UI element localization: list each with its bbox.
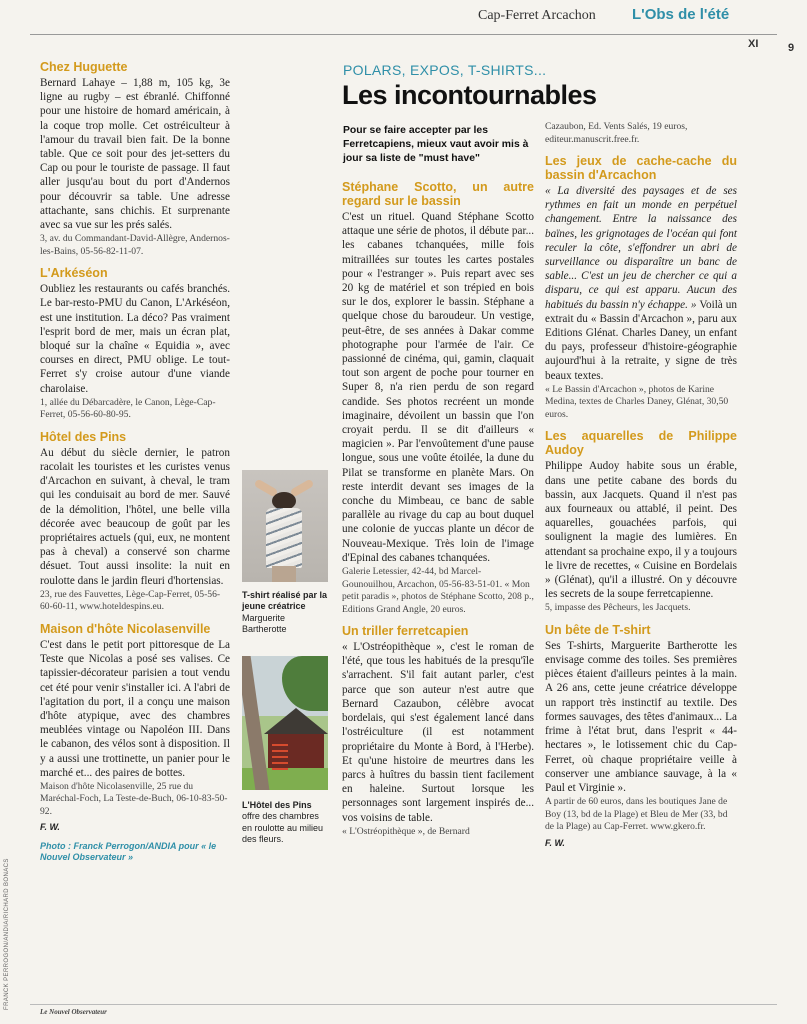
section-title: Cap-Ferret Arcachon <box>478 8 596 23</box>
section-stephane-scotto <box>342 180 534 616</box>
section-cache-cache <box>545 154 737 421</box>
section-quote: « La diversité des paysages et de ses rythmes en fait un monde en perpétuel changement. Entre la naissance des baïnes, les grignotages de l'océan qui font reculer la côte, s'effondrer un abri de surveillance ou disparaître un banc de sable... C'est un jeu de chercher ce qui a disparu, ce qui est apparu. Aucun des habitués du bassin n'y échappe. » <box>545 185 737 311</box>
section-heading: Un bête de T-shirt <box>545 622 651 637</box>
column-middle <box>342 180 534 846</box>
section-body: « L'Ostréopithèque », c'est le roman de l'été, que tous les habitués de la presqu'île s'arrachent. S'il fait autant parler, c'est parce que son auteur n'est autre que Bernard Cazaubon, célèbre avocat bordelais, qui s'est également lancé dans l'ostréiculture (il est notamment propriétaire du Monte à Bord, à l'Herbe). Et qu'une histoire de meurtres dans les parcs à huîtres du bassin tient facilement en haleine. Surtout lorsque les personnages sont largement inspirés de... vos voisins de table. <box>342 641 534 824</box>
photo-credit: Photo : Franck Perrogon/ANDIA pour « le Nouvel Observateur » <box>40 840 217 862</box>
folio-number: XI <box>748 38 759 50</box>
section-arkeseon <box>40 266 230 422</box>
section-address: 5, impasse des Pêcheurs, les Jacquets. <box>545 602 691 614</box>
section-body <box>545 184 737 383</box>
section-address: 1, allée du Débarcadère, le Canon, Lège-Cap-Ferret, 05-56-60-80-95. <box>40 396 216 421</box>
article-title: Les incontournables <box>342 80 597 110</box>
caption-bold: T-shirt réalisé par la jeune créatrice <box>242 590 328 612</box>
author-signature: F. W. <box>545 837 565 848</box>
section-body: Bernard Lahaye – 1,88 m, 105 kg, 3e ligne au rugby – est ébranlé. Chiffonné pour une histoire de homard américain, à la coque trop molle. Cet ostréiculteur à l'amour du travail bien fait. De la bonne table. Que ce soit pour des jet-setters du Cap ou pour le touriste de passage. Il faut aller jusqu'au bout du port d'Andernos pour découvrir sa table. Une adresse attachante, sans chichis. Et surprenante avec sa vue sur les prés salés. <box>40 77 230 232</box>
author-signature: F. W. <box>40 822 60 833</box>
publication-footer: Le Nouvel Observateur <box>40 1008 107 1016</box>
caption-bold: L'Hôtel des Pins <box>242 800 312 810</box>
section-address: « Le Bassin d'Arcachon », photos de Karine Medina, textes de Charles Daney, Glénat, 30,50 euros. <box>545 383 729 420</box>
section-heading: Hôtel des Pins <box>40 429 127 444</box>
section-body: Oubliez les restaurants ou cafés branchés. Le bar-resto-PMU du Canon, L'Arkéséon, est une institution. La déco? Pas vraiment l'esprit bord de mer, mais un écran plat, bloqué sur la chaîne « Equidia », avec courses en direct, PMU oblige. Le tout-Ferret s'y croise autour d'une viande charolaise. <box>40 283 230 395</box>
section-heading: Stéphane Scotto, un autre regard sur le bassin <box>342 180 534 208</box>
section-address: Maison d'hôte Nicolasenville, 25 rue du Maréchal-Foch, La Teste-de-Buch, 06-10-83-50-92. <box>40 780 228 817</box>
page-number: 9 <box>788 42 795 54</box>
section-address: 23, rue des Fauvettes, Lège-Cap-Ferret, 05-56-60-60-11, www.hoteldespins.eu. <box>40 588 221 613</box>
section-heading: Chez Huguette <box>40 60 128 74</box>
section-address: « L'Ostréopithèque », de Bernard <box>342 825 470 837</box>
section-body: C'est un rituel. Quand Stéphane Scotto attaque une série de photos, il débute par... les cabanes tchanquées, mille fois mitraillées sur toutes les cartes postales pour « l'estranger ». Puis repart avec ses 20 kg de matériel et son trépied en bois sur le dos, explorer le bassin. Stéphane a quelque chose du baroudeur. Un vestige, peut-être, de ses années à Dakar comme photographe pour l'armée de l'air. Ce passionné de cinéma, qui, gamin, claquait tout son argent de poche pour tourner en Super 8, n'a rien perdu de son regard candide. Ses photos recréent un monde imaginaire, dévoilent un bassin que l'on croyait perdu. Il se dit d'ailleurs « magicien ». Par l'envoûtement d'une pause longue, sous une voûte étoilée, la dune du Pilat se transforme en planète Mars. On reste interdit devant ses images de la conche du Mimbeau, ce banc de sable parallèle au rivage du cap au bout duquel une colonie de yuccas plante un décor de Nouveau-Mexique. Très loin de l'image d'Epinal des cabanes tchanquées. <box>342 211 534 564</box>
article-kicker: POLARS, EXPOS, T-SHIRTS... <box>343 62 547 78</box>
section-heading: L'Arkéséon <box>40 266 108 281</box>
section-hotel-des-pins <box>40 430 230 614</box>
brand-logo: L'Obs de l'été <box>632 6 730 23</box>
caption-text: Marguerite Bartherotte <box>242 612 287 634</box>
section-tshirt <box>545 623 737 850</box>
tshirt-photo-caption <box>242 590 330 635</box>
hotel-photo <box>242 656 328 790</box>
section-body: Au début du siècle dernier, le patron racolait les touristes et les curistes venus d'Arcachon en suivant, à cheval, le tram qui les conduisait au bord de mer. Sauvé de la démolition, l'hôtel, une belle villa décorée avec beaucoup de goût par les propriétaires actuels (qui, eux, ne montent pas à cheval) a conservé son charme désuet. Tout aussi insolite: la nuit en roulotte dans le jardin fleuri d'hortensias. <box>40 446 230 587</box>
section-heading: Les aquarelles de Philippe Audoy <box>545 429 737 458</box>
caption-text: offre des chambres en roulotte au milieu des fleurs. <box>242 811 324 844</box>
section-body-text: Voilà un extrait du « Bassin d'Arcachon », paru aux Editions Glénat. Charles Daney, un enfant du pays, professeur d'histoire-géographie aujourd'hui à la retraite, y signe de très beaux textes. <box>545 298 737 382</box>
article-lede: Pour se faire accepter par les Ferretcapiens, mieux vaut avoir mis à jour sa liste de "must have" <box>343 125 529 164</box>
section-triller <box>342 624 534 838</box>
section-heading: Un triller ferretcapien <box>342 624 469 639</box>
tshirt-photo <box>242 470 328 582</box>
column-left <box>40 60 230 871</box>
section-body: Philippe Audoy habite sous un érable, dans une petite cabane des bords du bassin, aux Jacquets. Quand il n'est pas aux fourneaux ou attablé, il peint. Des aquarelles, gouachées parfois, qui soulignent la magie des lumières. En attendant sa prochaine expo, il y a toujours le livre de recettes, « Cuisine en Bordelais » (Glénat), qu'il a illustré. On y découvre les secrets de la soupe ferretcapienne. <box>545 460 737 601</box>
continued-address: Cazaubon, Ed. Vents Salés, 19 euros, editeur.manuscrit.free.fr. <box>545 121 688 145</box>
section-address: A partir de 60 euros, dans les boutiques Jane de Boy (13, bd de la Plage) et Bleu de Mer (33, bd de la Plage) au Cap-Ferret. www.gkero.fr. <box>545 796 728 833</box>
section-aquarelles <box>545 429 737 615</box>
column-right <box>545 120 737 858</box>
header-rule <box>30 34 777 35</box>
side-photo-credit: FRANCK PERROGON/ANDIA/RICHARD BONACS <box>4 858 10 1010</box>
section-body: C'est dans le petit port pittoresque de La Teste que Nicolas a posé ses valises. Ce tapissier-décorateur parisien a tout vendu cet été pour venir s'installer ici. A l'abri de l'agitation du port, il a conçu une maison d'hôte atypique, avec des chambres meublées vintage ou Napoléon III. Dans le cabanon, des vélos sont à disposition. Il y a aussi une trottinette, un panier pour le marché et... des paires de bottes. <box>40 638 230 779</box>
section-address: Galerie Letessier, 42-44, bd Marcel-Gounouilhou, Arcachon, 05-56-83-51-01. « Mon petit paradis », photos de Stéphane Scotto, 208 p., Editions Grand Angle, 20 euros. <box>342 566 534 615</box>
section-heading: Les jeux de cache-cache du bassin d'Arcachon <box>545 154 737 182</box>
section-chez-huguette <box>40 60 230 258</box>
section-address: 3, av. du Commandant-David-Allègre, Andernos-les-Bains, 05-56-82-11-07. <box>40 233 230 257</box>
footer-rule <box>30 1004 777 1005</box>
section-body: Ses T-shirts, Marguerite Bartherotte les envisage comme des toiles. Ses premières pièces étaient d'ailleurs peintes à la main. A 26 ans, cette jeune créatrice développe un rapport très instinctif au textile. Des formes sauvages, des têtes d'animaux... La frime à l'état brut, dans l'esprit « 44-hectares », le lotissement chic du Cap-Ferret, où chaque propriétaire veille à conserver une ambiance sauvage, à la « Paul et Virginie ». <box>545 639 737 794</box>
section-nicolasenville <box>40 622 230 863</box>
hotel-photo-caption <box>242 800 330 845</box>
section-heading: Maison d'hôte Nicolasenville <box>40 621 211 636</box>
